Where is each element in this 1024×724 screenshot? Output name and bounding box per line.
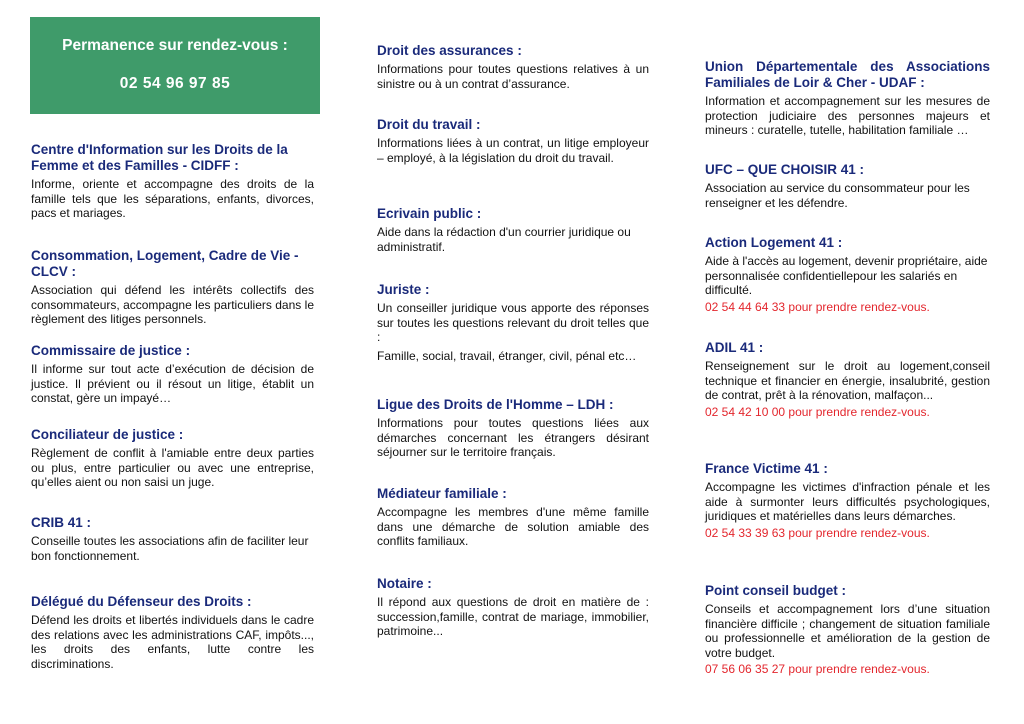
section-title: UFC – QUE CHOISIR 41 : [705,162,865,177]
section-title: Juriste : [377,282,430,297]
section-title: Conciliateur de justice : [31,427,184,442]
section-title: Médiateur familiale : [377,486,507,501]
banner-heading: Permanence sur rendez-vous : [62,37,288,54]
section-title: Notaire : [377,576,432,591]
appointment-banner [30,17,320,114]
phone-number: 02 54 33 39 63 pour prendre rendez-vous. [705,525,930,540]
section-title: Ligue des Droits de l'Homme – LDH : [377,397,614,412]
section-title: Droit du travail : [377,117,481,132]
section-text: Association au service du consommateur pour les renseigner et les défendre. [705,181,970,210]
section-text: Aide à l'accès au logement, devenir propriétaire, aide personnalisée confidentiellepour les salariés en difficulté. [705,254,988,297]
section-title: Ecrivain public : [377,206,482,221]
section-crib [31,515,314,563]
section-title: Centre d'Information sur les Droits de la Femme et des Familles - CIDFF : [31,142,288,173]
section-title: Consommation, Logement, Cadre de Vie - CLCV : [31,248,299,279]
section-point-conseil-budget [705,583,990,677]
section-conciliateur [31,427,314,490]
section-cidff [31,142,314,221]
section-text: Il informe sur tout acte d’exécution de décision de justice. Il prévient ou il résout un litige, établit un constat, gère un impayé… [31,362,314,405]
section-title: Point conseil budget : [705,583,846,598]
section-text: Renseignement sur le droit au logement,conseil technique et financier en énergie, insalubrité, gestion de contrat, prêt à la rénovation, malfaçon... [705,359,990,402]
section-udaf [705,59,990,138]
section-text: Aide dans la rédaction d'un courrier juridique ou administratif. [377,225,631,254]
section-text: Un conseiller juridique vous apporte des réponses sur toutes les questions relevant du droit telles que : [377,301,649,344]
section-title: Action Logement 41 : [705,235,843,250]
section-assurances [377,43,649,91]
section-juriste [377,282,649,363]
section-title: Commissaire de justice : [31,343,191,358]
section-title: ADIL 41 : [705,340,764,355]
section-text: Accompagne les victimes d'infraction pénale et les aide à surmonter leurs difficultés psychologiques, juridiques et matérielles dans leurs démarches. [705,480,990,523]
section-france-victime [705,461,990,540]
section-text-extra: Famille, social, travail, étranger, civil, pénal etc… [377,348,637,363]
section-title: Union Départementale des Associations Familiales de Loir & Cher - UDAF : [705,59,990,90]
section-commissaire [31,343,314,406]
section-text: Informations pour toutes questions liées aux démarches concernant les étrangers désirant séjourner sur le territoire français. [377,416,649,459]
section-text: Informations liées à un contrat, un litige employeur – employé, à la législation du droit du travail. [377,136,649,165]
section-travail [377,117,649,165]
phone-number: 02 54 44 64 33 pour prendre rendez-vous. [705,299,930,314]
phone-number: 07 56 06 35 27 pour prendre rendez-vous. [705,662,930,676]
section-adil [705,340,990,419]
section-clcv [31,248,314,327]
section-mediateur [377,486,649,549]
section-title: France Victime 41 : [705,461,828,476]
section-text: Information et accompagnement sur les mesures de protection judiciaire des personnes majeurs et mineurs : curatelle, tutelle, habilitation familiale … [705,94,990,137]
section-text: Informations pour toutes questions relatives à un sinistre ou à un contrat d’assurance. [377,62,649,91]
section-title: Droit des assurances : [377,43,522,58]
section-ufc [705,162,990,210]
section-text: Il répond aux questions de droit en matière de : succession,famille, contrat de mariage, immobilier, patrimoine... [377,595,649,638]
section-text: Association qui défend les intérêts collectifs des consommateurs, accompagne les particuliers dans le règlement des litiges personnels. [31,283,314,326]
section-text: Règlement de conflit à l'amiable entre deux parties ou plus, entre particulier ou avec une entreprise, qu’elles aient ou non saisi un juge. [31,446,314,489]
section-ecrivain [377,206,649,254]
section-title: CRIB 41 : [31,515,92,530]
section-action-logement [705,235,990,314]
section-text: Conseils et accompagnement lors d’une situation financière difficile ; changement de situation familiale ou professionnelle et amélioration de la gestion de votre budget. [705,602,990,660]
section-text: Conseille toutes les associations afin de faciliter leur bon fonctionnement. [31,534,309,563]
section-defenseur [31,594,314,671]
section-notaire [377,576,649,639]
phone-number: 02 54 42 10 00 pour prendre rendez-vous. [705,404,930,419]
section-title: Délégué du Défenseur des Droits : [31,594,252,609]
section-ldh [377,397,649,460]
section-text: Informe, oriente et accompagne des droits de la famille tels que les séparations, enfants, divorces, pacs et mariages. [31,177,314,220]
banner-phone: 02 54 96 97 85 [119,75,231,92]
section-text: Défend les droits et libertés individuels dans le cadre des relations avec les administrations CAF, impôts..., les droits des enfants, lutte contre les discriminations. [31,613,314,671]
section-text: Accompagne les membres d'une même famille dans une démarche de solution amiable des conflits familiaux. [377,505,649,548]
